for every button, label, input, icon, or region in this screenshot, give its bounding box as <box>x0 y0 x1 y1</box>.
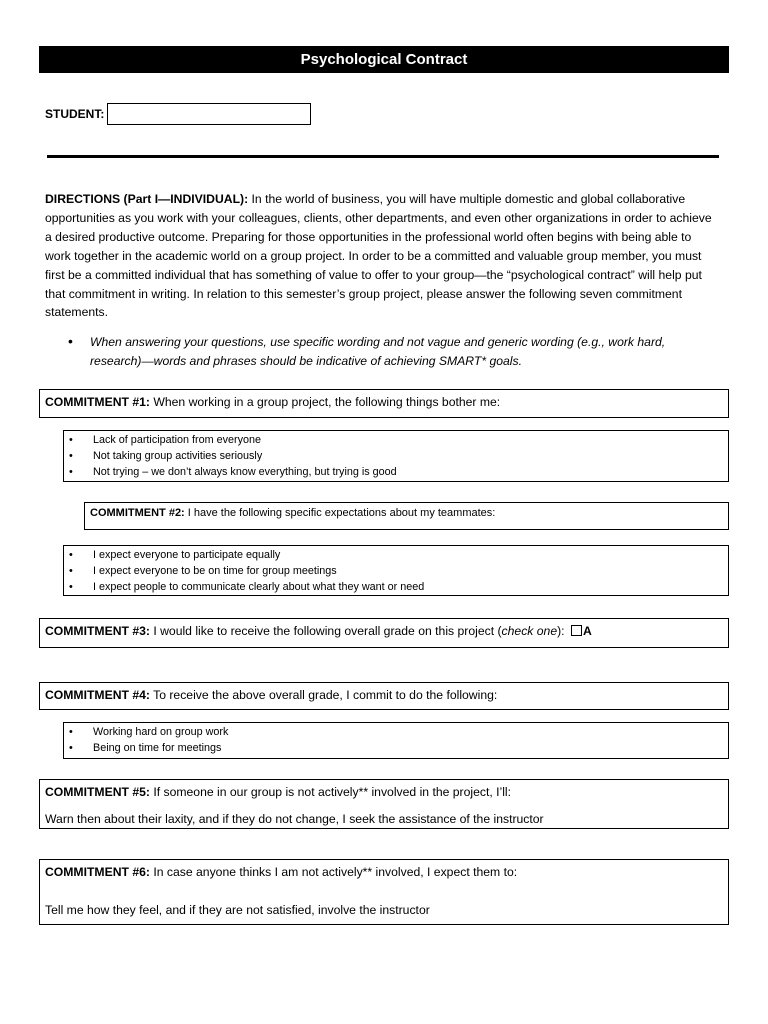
bullet-icon: • <box>69 449 73 462</box>
commitment-6-box[interactable] <box>39 859 729 925</box>
bullet-icon: • <box>69 465 73 478</box>
commitment-5-label: COMMITMENT #5: <box>45 785 150 799</box>
commitment-2-label: COMMITMENT #2: <box>90 507 185 519</box>
commitment-2-prompt: I have the following specific expectations about my teammates: <box>184 507 496 519</box>
commitment-3-label: COMMITMENT #3: <box>45 624 150 638</box>
commitment-1-answers[interactable] <box>63 430 729 482</box>
bullet-icon: • <box>69 564 73 577</box>
student-input[interactable] <box>107 103 311 125</box>
commitment-5-prompt: If someone in our group is not actively** involved in the project, I’ll: <box>149 785 512 799</box>
note-text: When answering your questions, use specific wording and not vague and generic wording (e.g., work hard, research)—words and phrases should be indicative of achieving SMART* goals. <box>90 335 666 368</box>
commitment-5-answer: Warn then about their laxity, and if they do not change, I seek the assistance of the instructor <box>45 812 544 826</box>
commitment-6-answer: Tell me how they feel, and if they are not satisfied, involve the instructor <box>45 903 430 917</box>
student-label: STUDENT: <box>45 107 105 121</box>
list-item: • I expect everyone to participate equally <box>69 548 723 564</box>
list-item: • Not taking group activities seriously <box>69 449 723 465</box>
commitment-1-box <box>39 389 729 418</box>
note-item <box>68 333 708 371</box>
bullet-icon: • <box>69 434 73 446</box>
student-row <box>45 101 311 127</box>
grade-checkbox[interactable] <box>571 625 582 636</box>
commitment-2-box <box>84 502 729 530</box>
commitment-6-prompt: In case anyone thinks I am not actively** involved, I expect them to: <box>149 865 518 879</box>
commitment-4-prompt: To receive the above overall grade, I commit to do the following: <box>149 688 498 702</box>
bullet-icon: • <box>69 580 73 593</box>
list-item: • I expect people to communicate clearly about what they want or need <box>69 580 723 596</box>
commitment-1-label: COMMITMENT #1: <box>45 395 150 409</box>
directions-text: In the world of business, you will have multiple domestic and global collaborative opportunities as you work with your colleagues, clients, other departments, and even other organizations in order to achieve a desired productive outcome. Preparing for those opportunities in the professional world often begins with being able to work together in the academic world on a group project. In order to be a committed and valuable group member, you must first be a committed individual that has something of value to offer to your group—the “psychological contract” will help put that commitment in writing. In relation to this semester’s group project, please answer the following seven commitment statements. <box>45 192 712 320</box>
commitment-4-answers[interactable] <box>63 722 729 759</box>
bullet-icon: • <box>69 549 73 561</box>
commitment-3-box: COMMITMENT #3: I would like to receive the following overall grade on this project (check one): A <box>39 618 729 648</box>
commitment-1-prompt: When working in a group project, the following things bother me: <box>149 395 501 409</box>
commitment-4-label: COMMITMENT #4: <box>45 688 150 702</box>
divider <box>47 155 719 158</box>
bullet-icon: • <box>68 333 73 349</box>
list-item: • Being on time for meetings <box>69 741 723 757</box>
page-title: Psychological Contract <box>39 46 729 73</box>
list-item: • Lack of participation from everyone <box>69 433 723 449</box>
directions-label: DIRECTIONS (Part I—INDIVIDUAL): <box>45 192 249 206</box>
bullet-icon: • <box>69 741 73 754</box>
list-item: • Not trying – we don’t always know everything, but trying is good <box>69 465 723 481</box>
commitment-6-label: COMMITMENT #6: <box>45 865 150 879</box>
commitment-4-box <box>39 682 729 710</box>
commitment-2-answers[interactable] <box>63 545 729 596</box>
list-item: • I expect everyone to be on time for group meetings <box>69 564 723 580</box>
grade-option: A <box>582 624 592 638</box>
directions-paragraph <box>45 190 715 322</box>
bullet-icon: • <box>69 726 73 738</box>
list-item: • Working hard on group work <box>69 725 723 741</box>
commitment-5-box[interactable] <box>39 779 729 829</box>
